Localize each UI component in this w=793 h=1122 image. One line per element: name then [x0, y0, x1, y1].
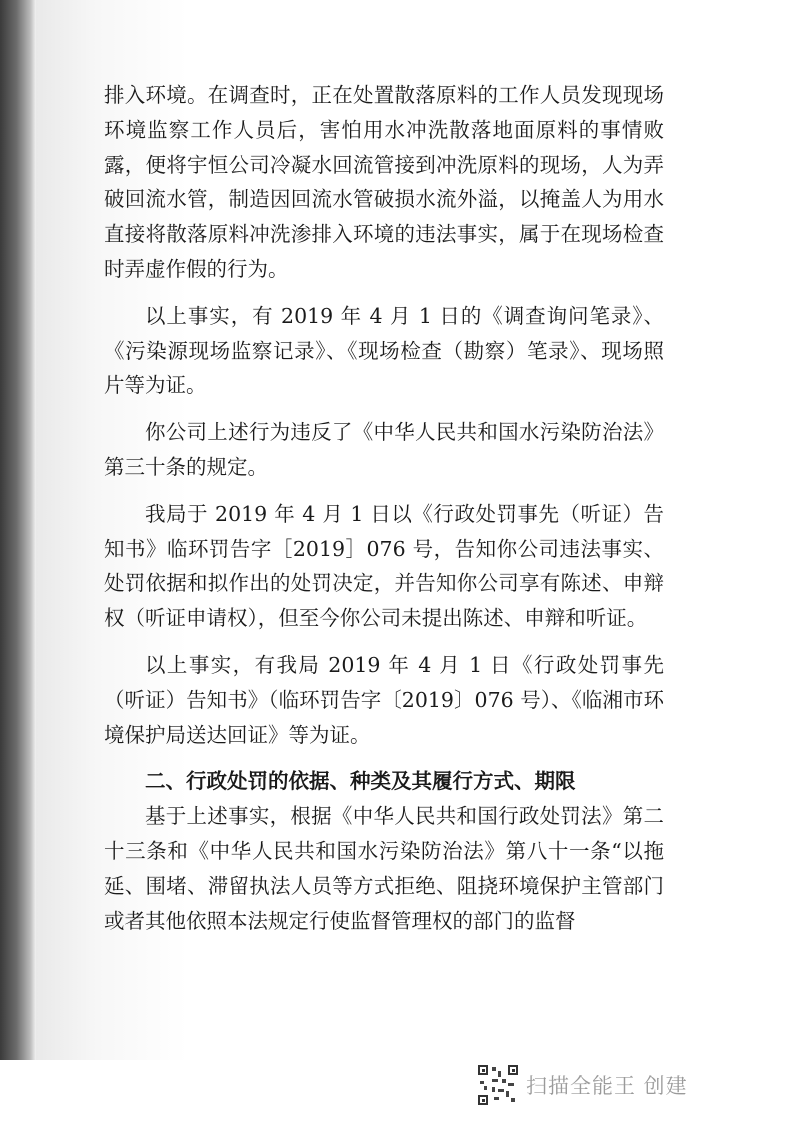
scanner-watermark: [478, 1063, 688, 1107]
watermark-text: 扫描全能王 创建: [526, 1074, 688, 1098]
paragraph-evidence-2: 以上事实，有我局 2019 年 4 月 1 日《行政处罚事先（听证）告知书》（临环罚告字〔2019〕076 号）、《临湘市环境保护局送达回证》等为证。: [104, 652, 664, 747]
paragraph-evidence-1: 以上事实，有 2019 年 4 月 1 日的《调查询问笔录》、《污染源现场监察记录》、《现场检查（勘察）笔录》、现场照片等为证。: [104, 303, 664, 398]
page-edge-shadow: [0, 0, 36, 1060]
paragraph-notice: 我局于 2019 年 4 月 1 日以《行政处罚事先（听证）告知书》临环罚告字［2019］076 号，告知你公司违法事实、处罚依据和拟作出的处罚决定，并告知你公司享有陈述、申辩权（听证申请权），但至今你公司未提出陈述、申辩和听证。: [104, 501, 664, 631]
qr-code-icon: [478, 1065, 518, 1105]
paragraph-violation: 你公司上述行为违反了《中华人民共和国水污染防治法》第三十条的规定。: [104, 420, 664, 479]
paragraph-continued: 排入环境。在调查时，正在处置散落原料的工作人员发现现场环境监察工作人员后，害怕用水冲洗散落地面原料的事情败露，便将宇恒公司冷凝水回流管接到冲洗原料的现场，人为弄破回流水管，制造因回流水管破损水流外溢，以掩盖人为用水直接将散落原料冲洗渗排入环境的违法事实，属于在现场检查时弄虚作假的行为。: [104, 83, 664, 281]
document-body: [104, 78, 664, 938]
section-heading: 二、行政处罚的依据、种类及其履行方式、期限: [145, 769, 576, 794]
paragraph-basis: 基于上述事实，根据《中华人民共和国行政处罚法》第二十三条和《中华人民共和国水污染防治法》第八十一条“以拖延、围堵、滞留执法人员等方式拒绝、阻挠环境保护主管部门或者其他依照本法规定行使监督管理权的部门的监督: [104, 804, 664, 933]
